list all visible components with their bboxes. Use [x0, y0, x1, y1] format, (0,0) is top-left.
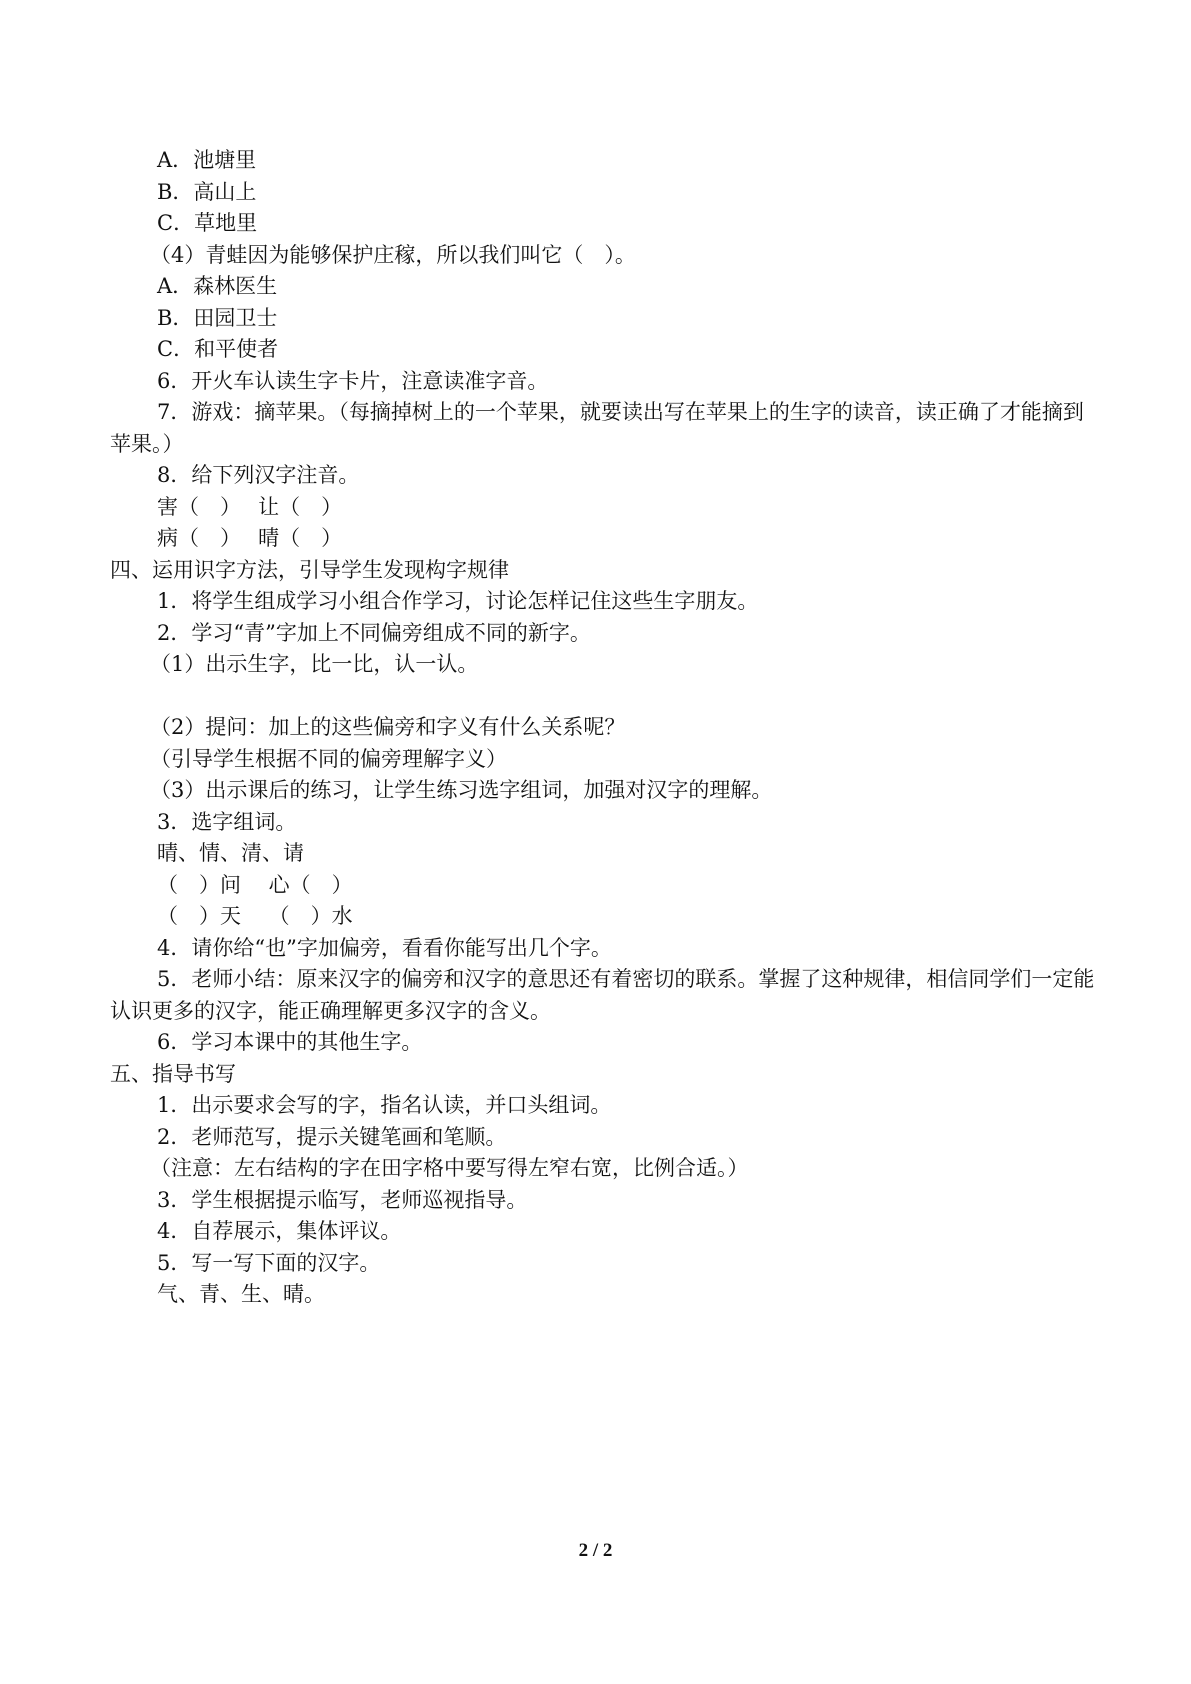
section-heading-4: 四、运用识字方法，引导学生发现构字规律	[110, 557, 509, 582]
section-4-step-3: 3．选字组词。	[157, 809, 297, 834]
option-b: B．高山上	[157, 179, 257, 204]
option-a: A．池塘里	[157, 148, 257, 172]
option-a: A．森林医生	[157, 274, 278, 298]
document-body	[110, 145, 1095, 1311]
option-c: C．草地里	[157, 211, 258, 235]
sub-step-2: （2）提问：加上的这些偏旁和字义有什么关系呢？	[150, 715, 626, 739]
blank-line	[110, 681, 1095, 713]
sub-step-2-note: （引导学生根据不同的偏旁理解字义）	[150, 746, 507, 771]
section-5-step-3: 3．学生根据提示临写，老师巡视指导。	[157, 1187, 528, 1212]
step-8: 8．给下列汉字注音。	[157, 463, 360, 487]
step-6: 6．开火车认读生字卡片，注意读准字音。	[157, 368, 549, 393]
section-5-step-2: 2．老师范写，提示关键笔画和笔顺。	[157, 1124, 507, 1149]
section-4-step-4: 4．请你给“也”字加偏旁，看看你能写出几个字。	[157, 935, 612, 960]
question-4: （4）青蛙因为能够保护庄稼，所以我们叫它（ ）。	[150, 242, 636, 267]
section-4-step-1: 1．将学生组成学习小组合作学习，讨论怎样记住这些生字朋友。	[157, 589, 759, 613]
section-4-step-2: 2．学习“青”字加上不同偏旁组成不同的新字。	[157, 620, 591, 645]
option-b: B．田园卫士	[157, 305, 278, 330]
word-exercise-row: （ ）问 心（ ）	[157, 872, 353, 897]
writing-characters: 气、青、生、晴。	[157, 1282, 325, 1306]
option-c: C．和平使者	[157, 337, 279, 361]
pinyin-exercise-row: 害（ ） 让（ ）	[157, 494, 343, 519]
section-4-step-6: 6．学习本课中的其他生字。	[157, 1030, 423, 1054]
sub-step-1: （1）出示生字，比一比，认一认。	[150, 652, 479, 676]
step-7-paragraph: 7．游戏：摘苹果。（每摘掉树上的一个苹果，就要读出写在苹果上的生字的读音，读正确了才能摘到苹果。）	[110, 400, 1084, 456]
pinyin-exercise-row: 病（ ） 晴（ ）	[157, 526, 343, 550]
sub-step-3: （3）出示课后的练习，让学生练习选字组词，加强对汉字的理解。	[150, 778, 773, 802]
section-5-note: （注意：左右结构的字在田字格中要写得左窄右宽，比例合适。）	[150, 1156, 749, 1180]
page-number: 2 / 2	[578, 1540, 613, 1561]
section-5-step-1: 1．出示要求会写的字，指名认读，并口头组词。	[157, 1093, 612, 1117]
section-heading-5: 五、指导书写	[110, 1061, 236, 1086]
section-5-step-5: 5．写一写下面的汉字。	[157, 1250, 381, 1275]
section-5-step-4: 4．自荐展示，集体评议。	[157, 1219, 402, 1243]
word-exercise-row: （ ）天 （ ）水	[157, 904, 353, 928]
section-4-step-5-paragraph: 5．老师小结：原来汉字的偏旁和汉字的意思还有着密切的联系。掌握了这种规律，相信同学们一定能认识更多的汉字，能正确理解更多汉字的含义。	[110, 967, 1095, 1023]
character-choices: 晴、情、清、请	[157, 841, 304, 865]
